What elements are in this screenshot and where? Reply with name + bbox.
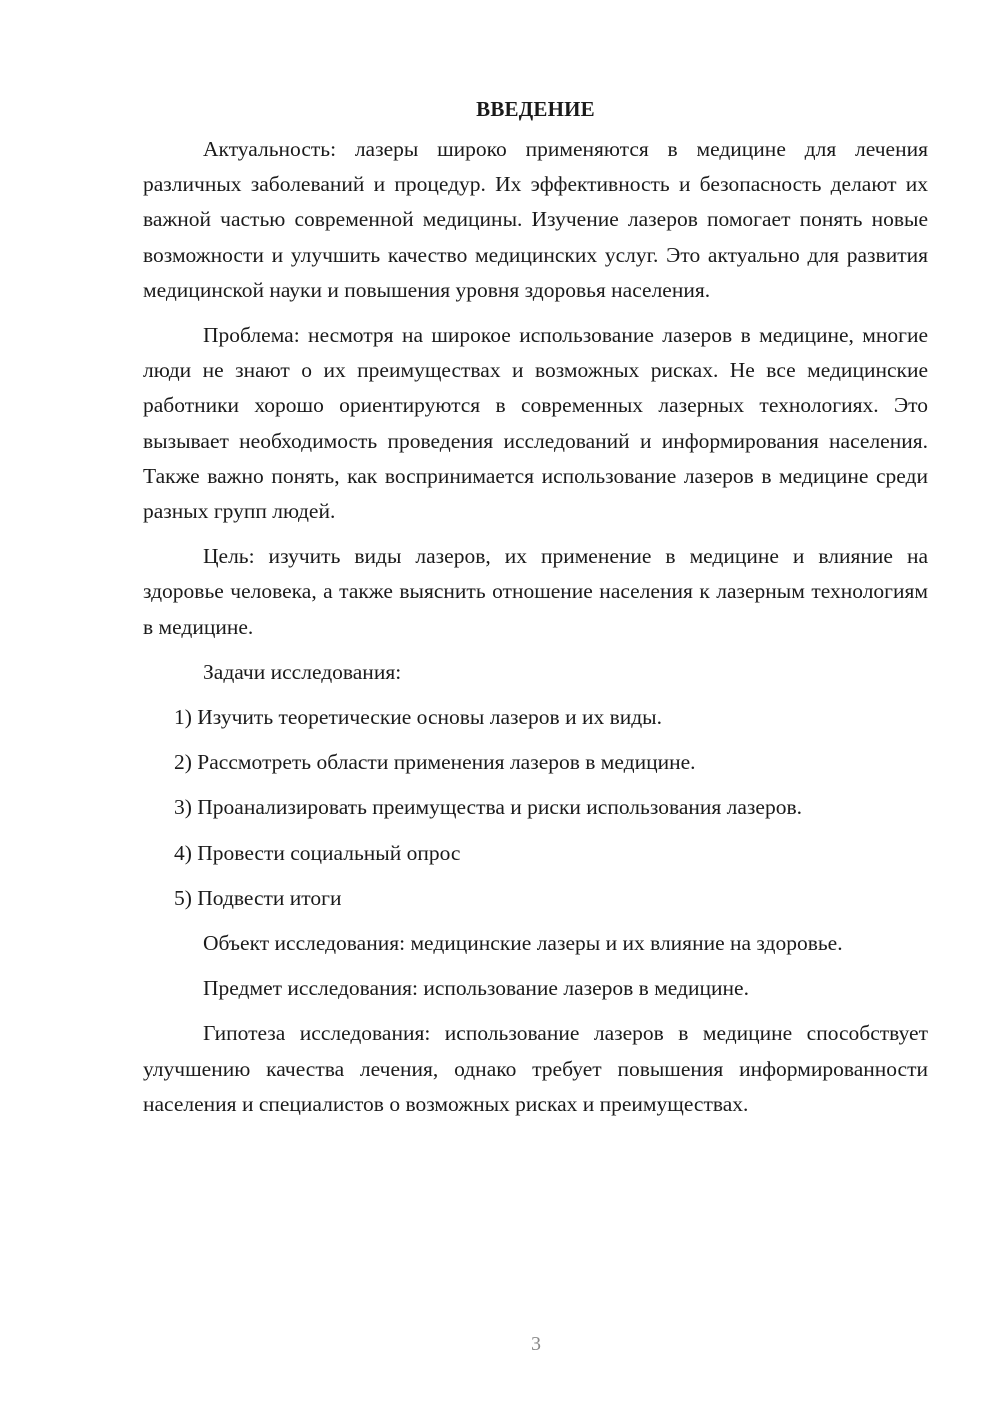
problem-paragraph: Проблема: несмотря на широкое использование лазеров в медицине, многие люди не знают о их преимуществах и возможных рисках. Не все медицинские работники хорошо ориентируются в современных лазерных технологиях. Это вызывает необходимость проведения исследований и информирования населения. Также важно понять, как воспринимается использование лазеров в медицине среди разных групп людей.: [143, 323, 928, 524]
document-page: [143, 92, 928, 1132]
object-paragraph: Объект исследования: медицинские лазеры и их влияние на здоровье.: [203, 931, 843, 956]
subject-paragraph: Предмет исследования: использование лазеров в медицине.: [203, 976, 749, 1001]
tasks-list: [143, 700, 928, 916]
list-item: 2) Рассмотреть области применения лазеров в медицине.: [174, 750, 696, 775]
list-item: 1) Изучить теоретические основы лазеров и их виды.: [174, 705, 663, 730]
page-title: ВВЕДЕНИЕ: [476, 97, 595, 121]
list-item: 5) Подвести итоги: [174, 885, 342, 910]
list-item: 4) Провести социальный опрос: [174, 840, 461, 865]
list-item: 3) Проанализировать преимущества и риски использования лазеров.: [174, 795, 802, 820]
goal-paragraph: Цель: изучить виды лазеров, их применение в медицине и влияние на здоровье человека, а также выяснить отношение населения к лазерным технологиям в медицине.: [143, 544, 928, 639]
relevance-paragraph: Актуальность: лазеры широко применяются в медицине для лечения различных заболеваний и процедур. Их эффективность и безопасность делают их важной частью современной медицины. Изучение лазеров помогает понять новые возможности и улучшить качество медицинских услуг. Это актуально для развития медицинской науки и повышения уровня здоровья населения.: [143, 137, 928, 302]
tasks-label: Задачи исследования:: [203, 659, 402, 684]
page-number: 3: [531, 1333, 541, 1355]
hypothesis-paragraph: Гипотеза исследования: использование лазеров в медицине способствует улучшению качества лечения, однако требует повышения информированности населения и специалистов о возможных рисках и преимуществах.: [143, 1021, 928, 1116]
